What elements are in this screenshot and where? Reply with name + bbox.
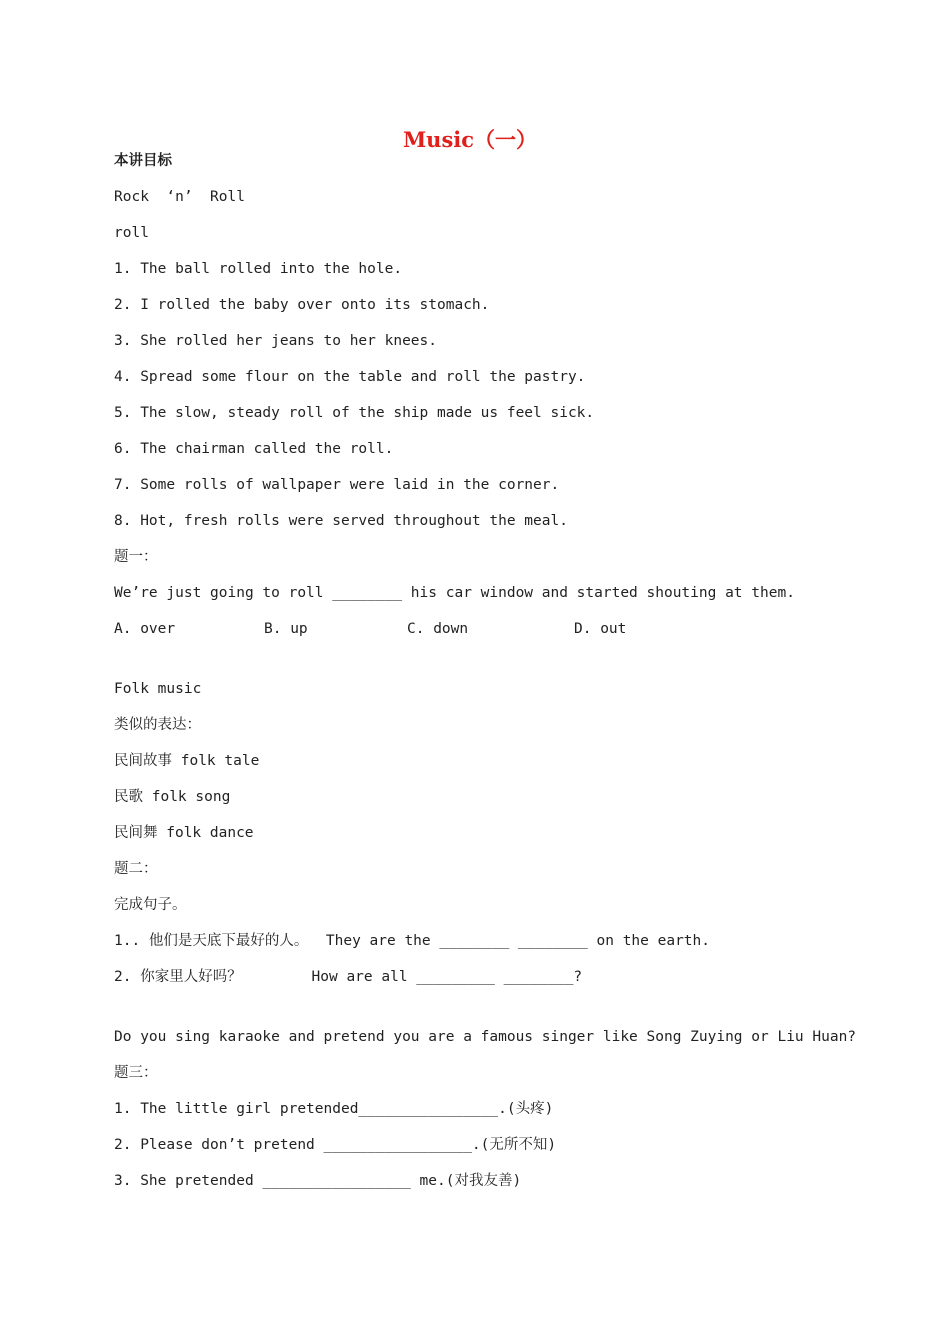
folk-expression: 民间故事 folk tale <box>114 753 260 769</box>
karaoke-sentence: Do you sing karaoke and pretend you are a famous singer like Song Zuying or Liu Huan? <box>114 1029 857 1045</box>
question-3-item: 1. The little girl pretended________________.(头疼) <box>114 1101 554 1117</box>
objectives-heading: 本讲目标 <box>114 153 172 169</box>
folk-expression: 民歌 folk song <box>114 789 231 805</box>
topic-rock-n-roll: Rock ‘n’ Roll <box>114 189 245 205</box>
roll-example: 4. Spread some flour on the table and roll the pastry. <box>114 369 586 385</box>
question-1-sentence: We’re just going to roll ________ his car window and started shouting at them. <box>114 585 795 601</box>
roll-example: 6. The chairman called the roll. <box>114 441 394 457</box>
option-b: B. up <box>264 621 308 637</box>
option-d: D. out <box>574 621 627 637</box>
roll-example: 3. She rolled her jeans to her knees. <box>114 333 438 349</box>
option-c: C. down <box>407 621 469 637</box>
similar-expressions-label: 类似的表达： <box>114 717 201 733</box>
roll-example: 2. I rolled the baby over onto its stomach. <box>114 297 490 313</box>
question-2-instruction: 完成句子。 <box>114 897 187 913</box>
option-a: A. over <box>114 621 176 637</box>
question-1-label: 题一： <box>114 549 158 565</box>
folk-expression: 民间舞 folk dance <box>114 825 254 841</box>
roll-example: 7. Some rolls of wallpaper were laid in the corner. <box>114 477 560 493</box>
question-3-item: 2. Please don’t pretend _________________.(无所不知) <box>114 1137 557 1153</box>
question-2-item: 1.. 他们是天底下最好的人。 They are the ________ ________ on the earth. <box>114 933 710 949</box>
page-title: Music（一） <box>402 127 538 152</box>
roll-example: 8. Hot, fresh rolls were served throughout the meal. <box>114 513 568 529</box>
question-3-label: 题三： <box>114 1065 158 1081</box>
question-2-item: 2. 你家里人好吗？ How are all _________ ________? <box>114 969 583 985</box>
roll-example: 1. The ball rolled into the hole. <box>114 261 403 277</box>
topic-folk-music: Folk music <box>114 681 202 697</box>
word-roll: roll <box>114 225 149 241</box>
question-2-label: 题二： <box>114 861 158 877</box>
question-3-item: 3. She pretended _________________ me.(对我友善) <box>114 1173 522 1189</box>
roll-example: 5. The slow, steady roll of the ship made us feel sick. <box>114 405 595 421</box>
